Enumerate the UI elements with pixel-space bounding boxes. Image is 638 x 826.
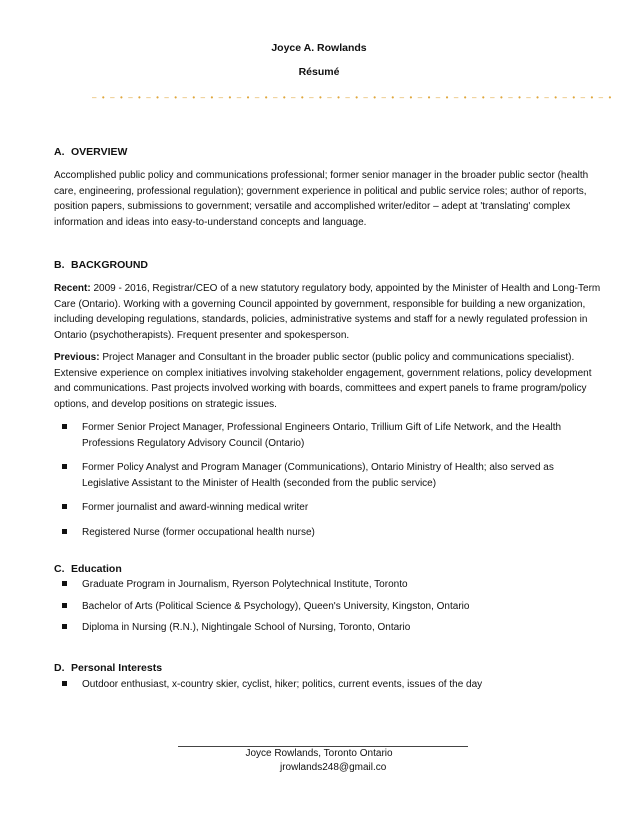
resume-name: Joyce A. Rowlands (271, 42, 367, 54)
overview-paragraph: Accomplished public policy and communications professional; former senior manager in the broader public sector (health care, engineering, professional regulation); government experience in political and public service roles; author of reports, position papers, submissions to government; versatile and accomplished writer/editor – adept at 'translating' complex information and ideas into easy-to-understand concepts and language. (54, 170, 589, 228)
section-heading-interests (54, 662, 162, 674)
section-letter: D. (54, 662, 65, 674)
section-letter: B. (54, 259, 65, 271)
bullet-square-icon (62, 504, 67, 509)
section-heading-background (54, 259, 148, 271)
list-item: Registered Nurse (former occupational health nurse) (62, 525, 602, 541)
list-item: Graduate Program in Journalism, Ryerson Polytechnical Institute, Toronto (62, 577, 602, 593)
section-title: OVERVIEW (71, 146, 128, 158)
list-item: Former Senior Project Manager, Professional Engineers Ontario, Trillium Gift of Life Network, and the Health Professions Regulatory Advisory Council (Ontario) (62, 420, 602, 451)
bullet-square-icon (62, 603, 67, 608)
recent-paragraph (54, 281, 606, 343)
previous-paragraph (54, 350, 606, 412)
section-heading-education (54, 563, 122, 575)
section-letter: A. (54, 146, 65, 158)
section-title: Education (71, 563, 122, 575)
footer-email: jrowlands248@gmail.co (280, 762, 387, 773)
footer-name-location: Joyce Rowlands, Toronto Ontario (245, 748, 393, 759)
list-item: Outdoor enthusiast, x-country skier, cyclist, hiker; politics, current events, issues of the day (62, 677, 602, 693)
recent-text: 2009 - 2016, Registrar/CEO of a new statutory regulatory body, appointed by the Minister of Health and Long-Term Care (Ontario). Working with a governing Council appointed by government, responsible for building a new organization, including developing regulations, standards, policies, administrative systems and staff for a newly regulated profession in Ontario (psychotherapists). Frequent presenter and spokesperson. (54, 283, 601, 341)
decorative-divider: – • – • – • – • – • – • – • – • – • – • – • – • – • – • – • – • – • – • – • – • – • – • – • – • – • – • – • – • – • (92, 93, 613, 102)
bullet-square-icon (62, 424, 67, 429)
bullet-square-icon (62, 681, 67, 686)
bullet-square-icon (62, 529, 67, 534)
list-item: Former Policy Analyst and Program Manager (Communications), Ontario Ministry of Health; also served as Legislative Assistant to the Minister of Health (seconded from the public service) (62, 460, 602, 491)
section-letter: C. (54, 563, 65, 575)
bullet-square-icon (62, 464, 67, 469)
previous-text: Project Manager and Consultant in the broader public sector (public policy and communications specialist). Extensive experience on complex initiatives involving stakeholder engagement, government relations, policy development and communications. Past projects involved working with boards, committees and expert panels to frame program/policy options, and develop positions on strategic issues. (54, 352, 592, 410)
list-item: Bachelor of Arts (Political Science & Psychology), Queen's University, Kingston, Ontario (62, 599, 602, 615)
section-title: Personal Interests (71, 662, 163, 674)
previous-label: Previous: (54, 352, 100, 363)
resume-title: Résumé (298, 66, 340, 78)
interests-list (62, 677, 602, 693)
bullet-square-icon (62, 624, 67, 629)
bullet-square-icon (62, 581, 67, 586)
section-title: BACKGROUND (71, 259, 148, 271)
footer-divider (178, 746, 468, 747)
section-heading-overview (54, 146, 127, 158)
list-item: Former journalist and award-winning medical writer (62, 500, 602, 516)
recent-label: Recent: (54, 283, 91, 294)
list-item: Diploma in Nursing (R.N.), Nightingale School of Nursing, Toronto, Ontario (62, 620, 602, 636)
background-list (62, 420, 602, 540)
education-list (62, 577, 602, 636)
